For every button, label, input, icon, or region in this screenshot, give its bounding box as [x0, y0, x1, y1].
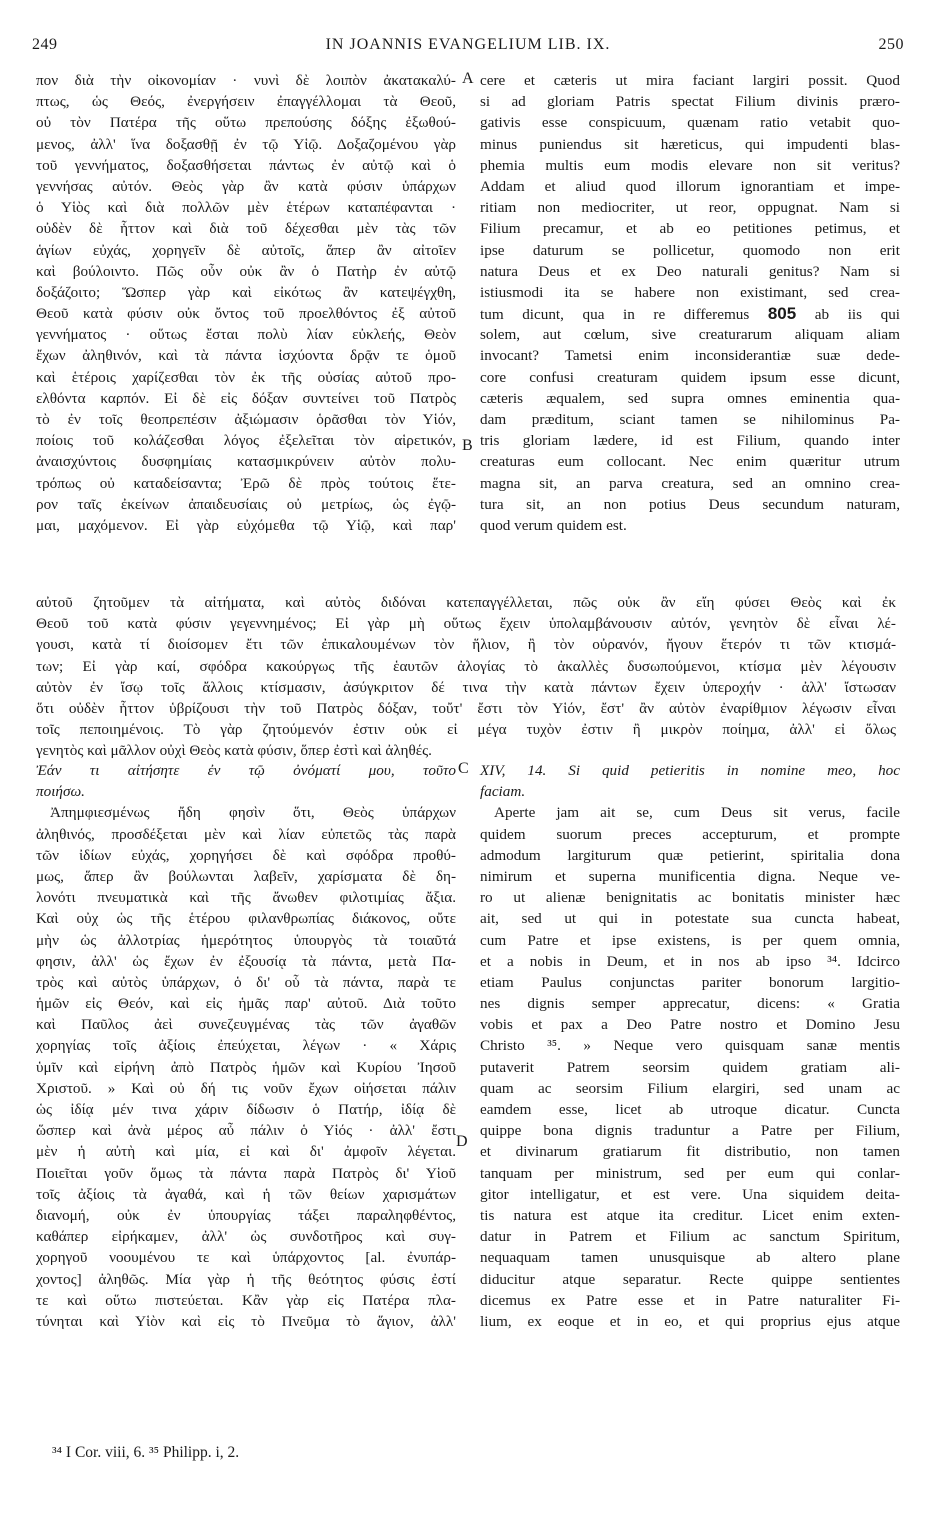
- text-line: ἡμῶν εἰς Θεόν, καὶ εἰς ἡμᾶς παρ' αὐτοῦ. Διὰ τοῦτο: [36, 995, 456, 1013]
- text-line: magna sit, an parva creatura, sed an omnino crea-: [480, 474, 900, 492]
- margin-marker-c: C: [458, 760, 469, 777]
- text-line: dam præditum, sciant tamen se nihilominus Pa-: [480, 411, 900, 428]
- text-line: τρόπως οὐ καταδείσαντα; Ἐρῶ δὲ πρὸς τούτοις ἕτε-: [36, 474, 456, 492]
- text-line: ἀναισχύντοις δυσφημίαις κατασμικρύνειν αὐτὸν πολυ-: [36, 453, 456, 471]
- text-line: μὲν ἡ αὐτὴ καὶ μία, εἰ καὶ δι' ἀμφοῖν λέγεται.: [36, 1143, 456, 1161]
- text-line: quod verum quidem est.: [480, 516, 627, 534]
- text-line: tris gloriam lædere, id est Filium, quando inter: [480, 432, 900, 450]
- text-line: καὶ Παῦλος ἀεὶ συνεζευγμένας τὰς τῶν ἀγαθῶν: [36, 1016, 456, 1034]
- text-line: γεννήσας αὐτόν. Θεὸς γὰρ ἂν κατὰ φύσιν ὑπάρχων: [36, 177, 456, 195]
- page-number-left: 249: [32, 36, 58, 53]
- text-line: ἁγίων εὐχάς, χορηγεῖν δὲ αὐτοῖς, ἅπερ ἂν αἰτοῖεν: [36, 241, 456, 259]
- text-line: nequaquam tamen unusquisque ab altero plane: [480, 1249, 900, 1267]
- text-line: οὐ τὸν Πατέρα τῆς οὕτω πρεπούσης δόξης ἐξωθού-: [36, 114, 456, 132]
- text-line: Christo ³⁵. » Neque vero quisquam sanæ mentis: [480, 1037, 900, 1055]
- text-line: γενητὸς καὶ μᾶλλον οὐχὶ Θεὸς κατὰ φύσιν, ὅπερ ἐστὶ καὶ ἀληθές.: [36, 742, 432, 760]
- text-line: δοξάζοιτο; Ὥσπερ γὰρ καὶ εἰκότως ἂν κατεψέγχθη,: [36, 283, 456, 301]
- text-line: quam ac seorsim Filium elargiri, sed unam ac: [480, 1079, 900, 1097]
- text-line: τε καὶ οὕτω πιστεύεται. Κἂν γὰρ εἰς Πατέρα πλα-: [36, 1291, 456, 1309]
- text-line: Θεοῦ κατὰ φύσιν οὐκ ὄντος τοῦ προελθόντος ἐξ αὐτοῦ: [36, 305, 456, 323]
- text-line: minus puniendus sit hæreticus, qui impudenti blas-: [480, 135, 900, 153]
- text-line: Θεοῦ τοῦ κατὰ φύσιν γεγεννημένος; Εἰ γὰρ μὴ οὕτως ἔχειν ὑπολαμβάνουσιν αὐτόν, γενητὸν δὲ εἶναι λέ-: [36, 615, 896, 633]
- scripture-lemma: faciam.: [480, 783, 526, 801]
- text-line: et a nobis in Deum, et in nos ab ipso ³⁴. Idcirco: [480, 952, 900, 970]
- full-width-paragraph: [36, 592, 896, 762]
- text-line: ipse daturum se pollicetur, quomodo non erit: [480, 241, 900, 259]
- text-line: Χριστοῦ. » Καὶ οὐ δή τις νοῦν ἔχων οἰήσεται πάλιν: [36, 1079, 456, 1097]
- text-line: χορηγοῦ νοουμένου τε καὶ ὑπάρχοντος [al. ἐνυπάρ-: [36, 1249, 456, 1267]
- text-line: Ἀπημφιεσμένως ἤδη φησὶν ὅτι, Θεὸς ὑπάρχων: [50, 804, 456, 822]
- text-line: λονότι πνευματικὰ καὶ τῆς ἄνωθεν φιλοτιμίας ἄξια.: [36, 889, 456, 907]
- text-line: τοῖς ἀξίοις τὰ ἀγαθά, καὶ ἡ τῶν θείων χαρισμάτων: [36, 1185, 456, 1203]
- text-line: Addam et aliud quod illorum ignorantiam et impe-: [480, 177, 900, 195]
- text-line: putaverit Patrem seorsim quidem gratiam ali-: [480, 1058, 900, 1076]
- text-line: τῶν ἰδίων εὐχάς, χορηγήσει δὲ καὶ σφόδρα προθύ-: [36, 846, 456, 864]
- text-line: vobis et pax a Deo Patre nostro et Domino Jesu: [480, 1016, 900, 1034]
- text-line: etiam Paulus conjunctas pariter bonorum largitio-: [480, 973, 900, 991]
- text-line: istiusmodi ita se habere non existimant, sed crea-: [480, 283, 900, 301]
- text-line: gitor intelligatur, et est vere. Una siquidem deita-: [480, 1185, 900, 1203]
- text-line: ὅτι οὐδὲν ἧττον ὑβρίζουσι τὴν τοῦ Πατρὸς δόξαν, τοὔτ' ἔστι τὸν Υἱόν, ἔστ' ἂν αὐτὸν ἐναρίθμιον λέγωσιν εἶναι: [36, 699, 896, 717]
- scripture-lemma: ποιήσω.: [36, 783, 85, 801]
- page-number-right: 250: [878, 36, 904, 53]
- scripture-lemma: Ἐάν τι αἰτήσητε ἐν τῷ ὀνόματί μου, τοῦτο: [36, 762, 456, 779]
- text-line: μαι, μαχόμενον. Εἰ γὰρ εὐχόμεθα τῷ Υἱῷ, καὶ παρ': [36, 516, 456, 534]
- latin-column-bottom: [480, 760, 900, 1332]
- text-line: τὸ ἐν τοῖς θεοπρεπέσιν ἀξιώμασιν ὁρᾶσθαι τὸν Υἱόν,: [36, 411, 456, 428]
- text-line: ὁ Υἱὸς καὶ διὰ πολλῶν μὲν ἑτέρων καταπέφανται ·: [36, 199, 456, 217]
- text-line: χορηγίας τοῖς ἀξίοις ἐπεύχεται, λέγων · « Χάρις: [36, 1037, 456, 1055]
- text-line: καθάπερ εἰρήκαμεν, ἀλλ' ὡς συνδοτῆρος καὶ συγ-: [36, 1228, 456, 1246]
- text-line: lium, ex eoque et in eo, et qui proprius ejus atque: [480, 1312, 900, 1330]
- text-line: ait, sed ut qui in potestate sua cuncta habeat,: [480, 910, 900, 928]
- text-line: creaturas eum collocant. Nec enim quæritur utrum: [480, 453, 900, 471]
- text-line: cæteris æqualem, sed supra omnes eminentia qua-: [480, 389, 900, 407]
- text-line: πον διὰ τὴν οἰκονομίαν · νυνὶ δὲ λοιπὸν ἀκατακαλύ-: [36, 72, 456, 89]
- text-line: πτως, ὡς Θεός, ἐνεργήσειν ἐπαγγέλλομαι τὰ Θεοῦ,: [36, 93, 456, 111]
- text-line: ὥσπερ καὶ ἀνὰ μέρος αὖ πάλιν ὁ Υἱός · ἀλλ' ἔστι: [36, 1122, 456, 1140]
- text-line: gativis esse conspicuum, quænam ratio vetabit quo-: [480, 114, 900, 132]
- text-line: datur in Patrem et Filium ac sanctum Spiritum,: [480, 1228, 900, 1246]
- text-line: ρον ταῖς ἐκείνων ἀπαιδευσίαις οὐ μετρίως, ὡς ἐγῷ-: [36, 495, 456, 513]
- text-line: τοῖς πεποιημένοις. Τὸ γὰρ ζητούμενόν ἐστιν οὐκ εἰ μέγα τυχὸν ἐστιν ἢ μικρὸν ποίημα, ἀλλ' εἰ ὅλως: [36, 721, 896, 739]
- text-fragment: tum dicunt, qua in re differemus: [480, 306, 750, 324]
- text-line: tanquam per ministrum, sed per eum qui conlar-: [480, 1164, 900, 1182]
- text-line: αὐτὸν ἐν ἴσῳ τοῖς ἄλλοις κτίσμασιν, ἀσύγκριτον δέ τινα τὴν κατὰ πάντων ἔχειν ὑπεροχήν · ἀλλ' ἴστωσαν: [36, 678, 896, 696]
- text-line: ritiam non mediocriter, ut reor, oppugnat. Nam si: [480, 199, 900, 217]
- margin-marker-b: B: [462, 437, 473, 454]
- text-line: invocant? Tametsi enim inconsiderantiæ suæ dede-: [480, 347, 900, 365]
- text-line: phemia multis eum modis elevare non sit veritus?: [480, 156, 900, 174]
- text-line: μενος, ἀλλ' ἵνα δοξασθῇ ἐν τῷ Υἱῷ. Δοξαζομένου γὰρ: [36, 135, 456, 153]
- text-line: ἀληθινός, προσδέξεται μὲν καὶ λίαν εὐπετῶς τὰς παρὰ: [36, 825, 456, 843]
- text-line: τύνηται καὶ Υἱὸν καὶ εἰς τὸ Πνεῦμα τὸ ἅγιον, ἀλλ': [36, 1312, 456, 1330]
- text-line: nes dignis semper apprecatur, dicens: « Gratia: [480, 995, 900, 1013]
- text-line: διανομή, οὐκ ἐν ὑπουργίας τάξει παραληφθέντος,: [36, 1206, 456, 1224]
- text-line-with-page-number: [480, 303, 900, 324]
- text-line: Ποιεῖται γοῦν ὅμως τὰ πάντα παρὰ Πατρὸς δι' Υἱοῦ: [36, 1164, 456, 1182]
- text-line: των; Εἰ γὰρ καί, σφόδρα κακούργως τῆς ἑαυτῶν ἀλογίας τὸ ἀκαλλὲς δυσωπούμενοι, κτίσμα μὲν λέγουσιν: [36, 657, 896, 675]
- text-fragment: ab iis qui: [814, 306, 901, 324]
- margin-marker-a: A: [462, 70, 474, 87]
- margin-marker-d: D: [456, 1133, 468, 1150]
- text-line: quippe bona dignis traduntur a Patre per Filium,: [480, 1122, 900, 1140]
- text-line: γεννήματος · οὕτως ἔσται πολὺ λίαν εὐκλεής, Θεὸν: [36, 326, 456, 344]
- text-line: et divinarum gratiarum fit distributio, non tamen: [480, 1143, 900, 1161]
- text-line: καὶ βούλοιντο. Πῶς οὖν οὐκ ἂν ὁ Πατὴρ ἐν αὐτῷ: [36, 262, 456, 280]
- text-line: ἔχων ἀληθινόν, καὶ τὰ πάντα ἰσχύοντα δρᾷν τε ὁμοῦ: [36, 347, 456, 365]
- text-line: tura sit, an non potius Deus secundum naturam,: [480, 495, 900, 513]
- latin-column-top: [480, 70, 900, 536]
- text-line: γουσι, κατὰ τί διοίσομεν ἔτι τῶν ἐπικαλουμένων τὸν ἥλιον, ἢ τὸν οὐρανόν, ἤγουν ἕτερόν τι τῶν κτισμά-: [36, 636, 896, 654]
- inline-page-number: 805: [767, 304, 797, 324]
- text-line: μὴν ὡς ἀλλοτρίας ἡμερότητος ὑπουργὸς τὰ τοιαῦτά: [36, 931, 456, 949]
- text-line: si ad gloriam Patris spectat Filium divinis præro-: [480, 93, 900, 111]
- text-line: core confusi creaturam quidem ipsum esse dicunt,: [480, 368, 900, 386]
- text-line: natura Deus et ex Deo naturali genitus? Nam si: [480, 262, 900, 280]
- text-line: cum Patre et ipse existens, is per quem omnia,: [480, 931, 900, 949]
- text-line: solem, aut cœlum, sive creaturarum aliquam aliam: [480, 326, 900, 344]
- text-line: ὑμῖν καὶ εἰρήνη ἀπὸ Πατρὸς ἡμῶν καὶ Κυρίου Ἰησοῦ: [36, 1058, 456, 1076]
- text-line: φησιν, ἀλλ' ὡς ἔχων ἐν ἐξουσίᾳ τὰ πάντα, μετὰ Πα-: [36, 952, 456, 970]
- text-line: χοντος] ἀληθῶς. Μία γὰρ ἡ τῆς θεότητος φύσις ἐστί: [36, 1270, 456, 1288]
- footnotes: ³⁴ I Cor. viii, 6. ³⁵ Philipp. i, 2.: [52, 1444, 240, 1461]
- text-line: diducitur atque separatur. Recte quippe sentientes: [480, 1270, 900, 1288]
- text-line: τρὸς καὶ αὐτὸς ὑπάρχων, ὁ δι' οὗ τὰ πάντα, παρὰ τε: [36, 973, 456, 991]
- text-line: Καὶ οὐχ ὡς τῆς ἑτέρου φιλανθρωπίας διάκονος, οὔτε: [36, 910, 456, 928]
- text-line: quidem suorum preces accepturum, et prompte: [480, 825, 900, 843]
- text-line: dicemus ex Patre esse et in Patre naturaliter Fi-: [480, 1291, 900, 1309]
- running-header: [32, 36, 904, 58]
- text-line: Aperte jam ait se, cum Deus sit verus, facile: [494, 804, 900, 822]
- text-line: nimirum et superna munificentia digna. Neque ve-: [480, 867, 900, 885]
- text-line: καὶ ἑτέροις χαρίζεσθαι τὸν ἐκ τῆς οὐσίας αὐτοῦ προ-: [36, 368, 456, 386]
- text-line: Filium precamur, et ab eo petitiones petimus, et: [480, 220, 900, 238]
- text-line: ro ut alienæ benignitatis ac bonitatis minister hæc: [480, 889, 900, 907]
- text-line: ελθόντα καρπόν. Εἰ δὲ εἰς δόξαν συντείνει τοῦ Πατρὸς: [36, 389, 456, 407]
- text-line: αὐτοῦ ζητοῦμεν τὰ αἰτήματα, καὶ αὐτὸς διδόναι κατεπαγγέλλεται, πῶς οὐκ ἂν εἴη φύσει Θεὸς καὶ ἐκ: [36, 594, 896, 611]
- text-line: tis natura est atque ita creditur. Licet enim exten-: [480, 1206, 900, 1224]
- running-title: IN JOANNIS EVANGELIUM LIB. IX.: [325, 36, 611, 53]
- text-line: ὡς ἰδίᾳ μέν τινα χάριν δίδωσιν ὁ Πατήρ, ἰδίᾳ δὲ: [36, 1101, 456, 1118]
- scripture-lemma: XIV, 14. Si quid petieritis in nomine meo, hoc: [480, 762, 900, 779]
- text-line: admodum largiturum quæ petierint, spiritalia dona: [480, 846, 900, 864]
- text-line: cere et cæteris ut mira faciant largiri possit. Quod: [480, 72, 900, 89]
- text-line: τοῦ γεννήματος, δοξασθήσεται πάντως ἐν αὐτῷ καὶ ὁ: [36, 156, 456, 174]
- text-line: ποίοις τοῦ κολάζεσθαι λόγος ἐξελεῖται τὸν αἱρετικόν,: [36, 432, 456, 450]
- greek-column-bottom: [36, 760, 456, 1332]
- greek-column-top: [36, 70, 456, 536]
- text-line: οὐδὲν δὲ ἧττον καὶ διὰ τοῦ δέχεσθαι μὲν τὰς τῶν: [36, 220, 456, 238]
- text-line: eamdem esse, licet ab utroque dicatur. Cuncta: [480, 1101, 900, 1118]
- text-line: μως, ἅπερ ἂν βούλωνται λαβεῖν, χαρίσματα δὲ δη-: [36, 867, 456, 885]
